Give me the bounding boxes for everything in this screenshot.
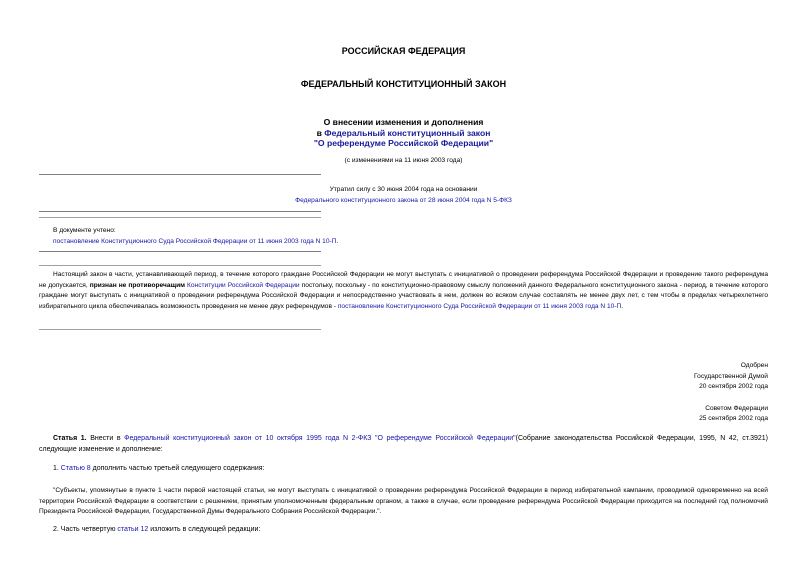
item-1-text: дополнить частью третьей следующего содержания:	[90, 465, 265, 472]
amendments-note: (с изменениями на 11 июня 2003 года)	[344, 157, 463, 164]
considered-label: В документе учтено:	[53, 227, 116, 234]
considered-block	[53, 226, 393, 247]
duma-label: Государственной Думой	[694, 372, 768, 380]
article-label: Статья 1.	[53, 435, 87, 442]
constitution-link[interactable]: Конституции Российской Федерации	[187, 281, 300, 289]
repeal-notice	[0, 185, 807, 206]
article-text-2: (Собрание законодательства Российской Федерации, 1995, N 42, ст.3921) следующие изменение и дополнение:	[39, 435, 768, 453]
considered-link[interactable]: постановление Конституционного Суда Российской Федерации от 11 июня 2003 года N 10-П	[53, 237, 337, 245]
approval-block	[568, 361, 768, 425]
article-8-link[interactable]: Статью 8	[60, 465, 91, 472]
divider	[39, 265, 321, 266]
approved-label: Одобрен	[740, 362, 768, 369]
court-note-end: .	[621, 302, 624, 310]
law-title	[0, 117, 807, 149]
repeal-link[interactable]: Федерального конституционного закона от 28 июня 2004 года N 5-ФКЗ	[295, 196, 512, 204]
court-note	[39, 270, 768, 312]
article-12-link[interactable]: статьи 12	[117, 526, 149, 533]
title-link-referendum[interactable]: "О референдуме Российской Федерации"	[313, 138, 494, 148]
item-1	[53, 464, 753, 475]
title-link-law[interactable]: Федеральный конституционный закон	[324, 127, 491, 138]
council-label: Советом Федерации	[705, 404, 768, 412]
item-2	[53, 525, 753, 536]
divider	[39, 217, 321, 218]
considered-suffix: .	[336, 237, 339, 245]
item-1-prefix: 1.	[53, 465, 61, 472]
court-ruling-link[interactable]: постановление Конституционного Суда Российской Федерации от 11 июня 2003 года N 10-П	[337, 302, 622, 310]
court-note-text-2: постольку, поскольку - по конституционно-правовому смыслу положений данного Федерального конституционного закона - период, в течение которого граждане могут выступать с инициативой о проведении референдума Российской Федерации и непосредственно участвовать в нем, должен во всяком случае составлять не менее двух лет, с тем чтобы в пределах четырехлетнего избирательного цикла обеспечивалась возможность проведения не менее двух референдумов -	[39, 281, 768, 310]
law-type-heading: ФЕДЕРАЛЬНЫЙ КОНСТИТУЦИОННЫЙ ЗАКОН	[300, 79, 507, 89]
title-prefix: в	[316, 127, 325, 138]
title-line-2	[0, 128, 807, 139]
item-2-text: изложить в следующей редакции:	[148, 526, 261, 533]
article-text: Внести в	[86, 435, 125, 442]
article-1	[39, 434, 768, 455]
divider	[39, 174, 321, 175]
repeal-line: Утратил силу с 30 июня 2004 года на основании	[329, 186, 478, 193]
divider	[39, 329, 321, 330]
divider	[39, 251, 321, 252]
duma-date: 20 сентября 2002 года	[699, 383, 768, 390]
council-date: 25 сентября 2002 года	[699, 415, 768, 422]
court-note-text: Настоящий закон в части, устанавливающей период, в течение которого граждане Российской Федерации не могут выступать с инициативой о проведении референдума Российской Федерации и проведение такого референдума не допускается,	[39, 271, 768, 289]
court-note-bold: признан не противоречащим	[89, 281, 186, 289]
title-line-1: О внесении изменения и дополнения	[323, 117, 484, 127]
considered-line	[53, 237, 393, 248]
quoted-amendment: "Субъекты, упомянутые в пункте 1 части первой настоящей статьи, не могут выступать с инициативой о проведении референдума Российской Федерации в период избирательной кампании, проводимой одновременно на всей территории Российской Федерации в соответствии с решением, принятым уполномоченным федеральным органом, а также в случае, если проведение референдума Российской Федерации приходится на последний год полномочий Президента Российской Федерации, Государственной Думы Федерального Собрания Российской Федерации.".	[39, 487, 768, 515]
item-2-prefix: 2. Часть четвертую	[53, 526, 118, 533]
article-law-link[interactable]: Федеральный конституционный закон от 10 октября 1995 года N 2-ФКЗ "О референдуме Российской Федерации"	[124, 435, 516, 442]
divider	[39, 211, 321, 212]
country-heading: РОССИЙСКАЯ ФЕДЕРАЦИЯ	[341, 46, 466, 56]
